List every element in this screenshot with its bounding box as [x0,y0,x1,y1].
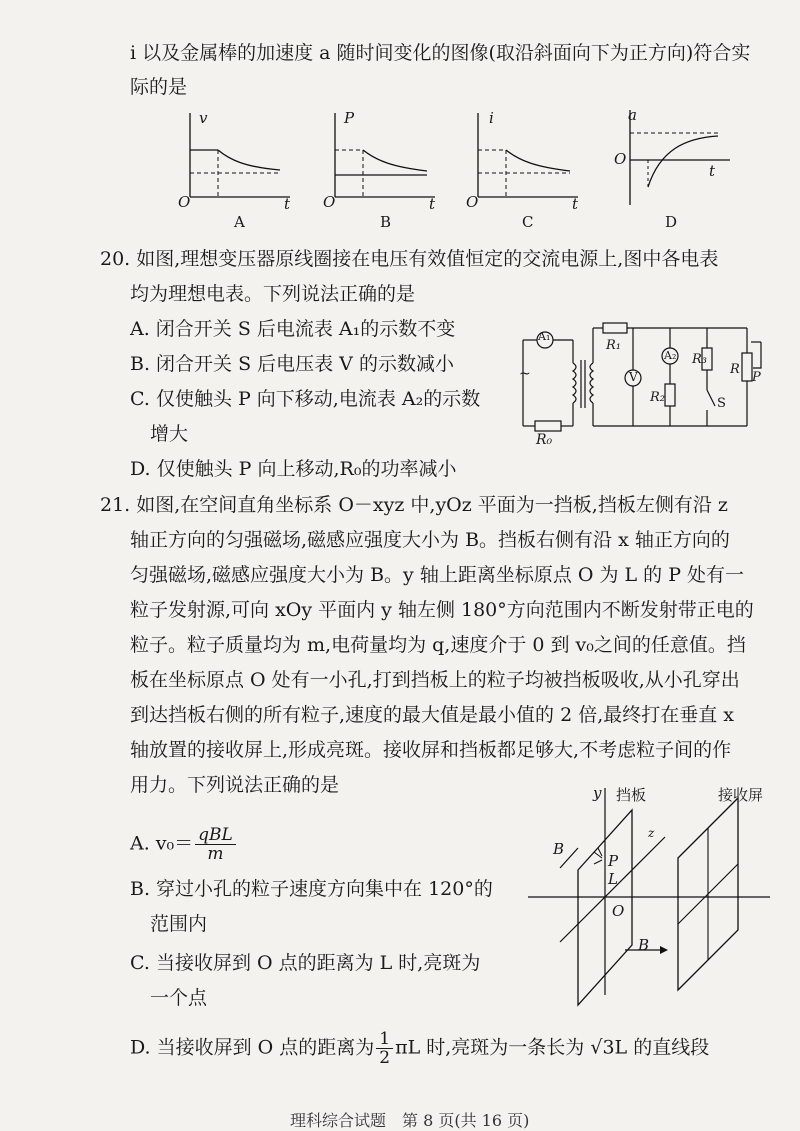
label-a1: A₁ [538,330,551,343]
q21-line-3: 匀强磁场,磁感应强度大小为 B。y 轴上距离坐标原点 O 为 L 的 P 处有一 [130,564,745,586]
graph-d-ylabel: a [628,106,637,124]
fig-b1-label: B [553,840,565,858]
q20-stem-1: 20. 如图,理想变压器原线圈接在电压有效值恒定的交流电源上,图中各电表 [100,248,719,270]
label-source: ~ [519,366,531,382]
switch-s [707,390,715,406]
q21-option-a-numerator: qBL [195,826,236,845]
graphs-svg [170,105,770,235]
circuit-diagram [515,318,765,453]
label-a2: A₂ [664,349,677,362]
header-line-2: 际的是 [130,76,188,98]
q21-option-b-1: B. 穿过小孔的粒子速度方向集中在 120°的 [130,878,493,900]
graph-a-origin: O [178,193,191,211]
graph-c-xlabel: t [572,195,579,213]
q21-line-2: 轴正方向的匀强磁场,磁感应强度大小为 B。挡板右侧有沿 x 轴正方向的 [130,529,730,551]
q20-stem-2: 均为理想电表。下列说法正确的是 [130,283,416,305]
q21-option-d [130,1030,709,1067]
q21-line-9: 用力。下列说法正确的是 [130,774,340,796]
q21-line-5: 粒子。粒子质量均为 m,电荷量均为 q,速度介于 0 到 v₀之间的任意值。挡 [130,634,746,656]
q21-option-c-1: C. 当接收屏到 O 点的距离为 L 时,亮斑为 [130,952,481,974]
resistor-r2 [665,384,675,406]
graph-c-origin: O [466,193,479,211]
graph-b-option: B [380,213,392,231]
graph-b-origin: O [323,193,336,211]
q20-option-b: B. 闭合开关 S 后电压表 V 的示数减小 [130,353,454,375]
q21-option-d-prefix: D. 当接收屏到 O 点的距离为 [130,1036,375,1059]
coordinate-figure [520,780,770,1010]
page-footer: 理科综合试题 第 8 页(共 16 页) [290,1111,530,1130]
graph-a-xlabel: t [284,195,291,213]
graph-d [630,110,730,205]
fig-p-label: P [608,852,619,870]
graph-b-xlabel: t [429,195,436,213]
q20-option-c-1: C. 仅使触头 P 向下移动,电流表 A₂的示数 [130,388,481,410]
graph-c-option: C [522,213,534,231]
q21-option-a-denominator: m [207,844,224,864]
q21-option-a [130,826,238,863]
resistor-r1 [603,323,627,333]
q21-line-6: 板在坐标原点 O 处有一小孔,打到挡板上的粒子均被挡板吸收,从小孔穿出 [130,669,740,691]
q21-option-d-denominator: 2 [379,1048,391,1068]
q21-option-a-prefix: A. v₀＝ [130,832,194,855]
graph-d-origin: O [614,150,627,168]
label-v: V [629,370,638,384]
q21-line-8: 轴放置的接收屏上,形成亮斑。接收屏和挡板都足够大,不考虑粒子间的作 [130,739,732,761]
q21-line-1: 21. 如图,在空间直角坐标系 O－xyz 中,yOz 平面为一挡板,挡板左侧有沿 z [100,494,728,516]
rheostat-r [742,353,752,381]
q20-option-a: A. 闭合开关 S 后电流表 A₁的示数不变 [130,318,456,340]
fig-z-label: z [648,826,655,840]
q20-option-d: D. 仅使触头 P 向上移动,R₀的功率减小 [130,458,457,480]
q21-option-d-numerator: 1 [376,1030,393,1049]
fig-b2-label: B [638,936,650,954]
label-r1: R₁ [606,338,621,353]
graph-c-ylabel: i [489,109,494,127]
header-line-1: i 以及金属棒的加速度 a 随时间变化的图像(取沿斜面向下为正方向)符合实 [130,42,751,64]
label-r2: R₂ [650,390,665,405]
q21-option-c-2: 一个点 [150,987,208,1009]
q21-line-7: 到达挡板右侧的所有粒子,速度的最大值是最小值的 2 倍,最终打在垂直 x [130,704,735,726]
fig-l-label: L [608,870,618,888]
graph-d-xlabel: t [709,162,716,180]
graph-b-ylabel: P [344,109,355,127]
fig-baffle-label: 挡板 [616,786,647,804]
label-r0: R₀ [536,432,553,448]
label-s: S [717,396,726,411]
fig-y-label: y [593,784,602,802]
q21-option-d-suffix: πL 时,亮斑为一条长为 √3L 的直线段 [395,1036,710,1059]
graph-d-option: D [665,213,678,231]
resistor-r0 [535,421,561,431]
label-r3: R₃ [692,352,707,367]
fig-screen-label: 接收屏 [718,786,764,804]
q21-option-b-2: 范围内 [150,913,208,935]
fig-o-label: O [612,902,625,920]
q21-option-d-fraction [376,1030,393,1067]
label-r: R [730,362,740,377]
q20-option-c-2: 增大 [150,423,189,445]
graph-a-option: A [234,213,245,231]
label-p: P [752,370,761,385]
graph-options [170,105,770,235]
q21-option-a-fraction [195,826,236,863]
graph-a-ylabel: v [199,109,208,127]
q21-line-4: 粒子发射源,可向 xOy 平面内 y 轴左侧 180°方向范围内不断发射带正电的 [130,599,754,621]
